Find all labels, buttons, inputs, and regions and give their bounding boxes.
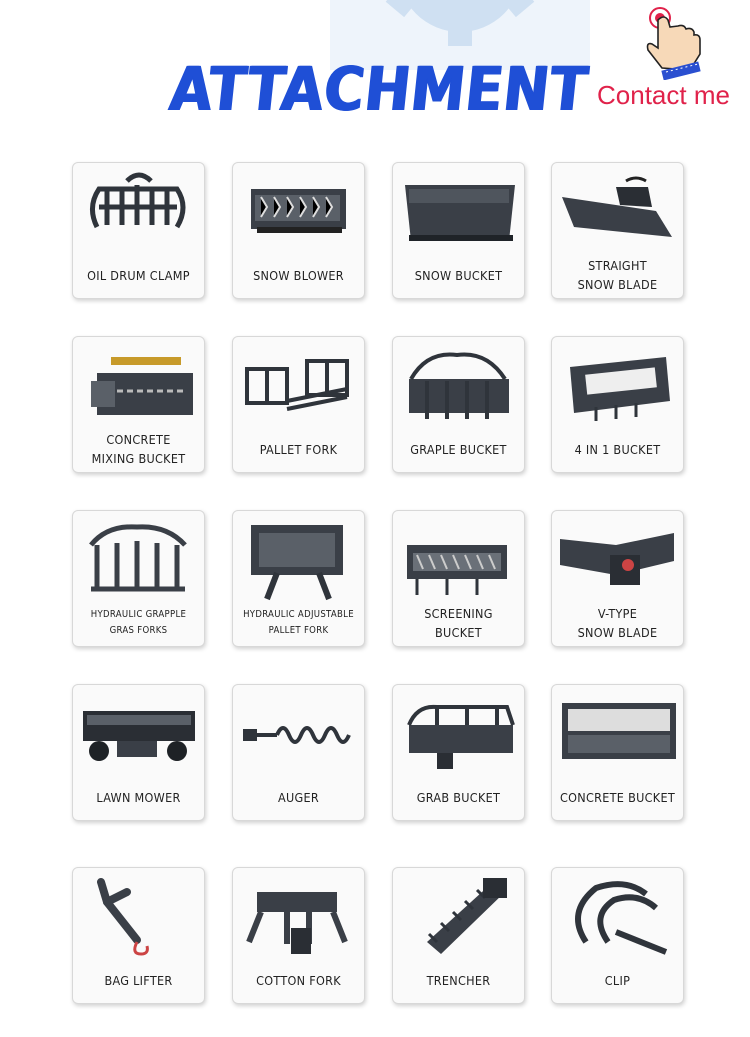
attachment-label: LAWN MOWER [96,789,181,805]
snow-blower-image [237,167,360,255]
attachment-label: CLIP [604,972,631,988]
grab-bucket-image [397,689,520,777]
pallet-fork-image [237,341,360,429]
attachment-card[interactable] [72,336,205,473]
graple-bucket-image [397,341,520,429]
v-type-snow-blade-image [556,515,679,603]
attachment-label: CONCRETE BUCKET [559,789,676,805]
clip-image [556,872,679,960]
snow-bucket-image [397,167,520,255]
attachment-label: SNOW BLOWER [253,267,344,283]
attachment-card[interactable] [232,336,365,473]
header [0,0,750,150]
attachment-card[interactable] [232,684,365,821]
lawn-mower-image [77,689,200,777]
four-in-one-bucket-image [556,341,679,429]
attachment-card[interactable] [392,510,525,647]
attachment-label: TRENCHER [426,972,491,988]
attachment-label: HYDRAULIC ADJUSTABLE PALLET FORK [243,609,354,636]
attachment-card[interactable] [232,510,365,647]
attachment-card[interactable] [72,867,205,1004]
attachment-label: GRAB BUCKET [416,789,501,805]
attachment-label: HYDRAULIC GRAPPLE GRAS FORKS [90,609,187,636]
hydraulic-grapple-image [77,515,200,603]
attachment-card[interactable] [72,162,205,299]
attachment-label: GRAPLE BUCKET [410,441,507,457]
attachment-label: OIL DRUM CLAMP [87,267,190,283]
attachment-label: CONCRETE MIXING BUCKET [91,432,186,466]
attachment-label: BAG LIFTER [104,972,173,988]
attachment-label: PALLET FORK [259,441,338,457]
attachment-card[interactable] [551,162,684,299]
attachment-card[interactable] [551,336,684,473]
attachment-card[interactable] [392,336,525,473]
attachment-label: SNOW BUCKET [414,267,503,283]
attachment-card[interactable] [551,867,684,1004]
attachment-card[interactable] [392,684,525,821]
attachment-card[interactable] [551,684,684,821]
contact-me-label[interactable]: Contact me [597,80,730,110]
attachment-label: AUGER [277,789,320,805]
pointing-hand-icon[interactable] [640,4,710,80]
attachment-label: COTTON FORK [256,972,341,988]
page-title: ATTACHMENT [166,53,592,125]
concrete-mixing-bucket-image [77,341,200,429]
concrete-bucket-image [556,689,679,777]
straight-snow-blade-image [556,167,679,255]
oil-drum-clamp-image [77,167,200,255]
attachment-label: STRAIGHT SNOW BLADE [577,258,658,292]
attachment-card[interactable] [392,162,525,299]
auger-image [237,689,360,777]
cotton-fork-image [237,872,360,960]
attachment-card[interactable] [232,162,365,299]
attachment-label: 4 IN 1 BUCKET [574,441,661,457]
attachment-label: SCREENING BUCKET [424,606,493,640]
attachment-card[interactable] [392,867,525,1004]
attachment-card[interactable] [72,684,205,821]
trencher-image [397,872,520,960]
attachment-card[interactable] [551,510,684,647]
attachment-card[interactable] [72,510,205,647]
bag-lifter-image [77,872,200,960]
screening-bucket-image [397,515,520,603]
attachment-grid [70,162,690,1022]
attachment-card[interactable] [232,867,365,1004]
attachment-label: V-TYPE SNOW BLADE [577,606,658,640]
hydraulic-pallet-fork-image [237,515,360,603]
